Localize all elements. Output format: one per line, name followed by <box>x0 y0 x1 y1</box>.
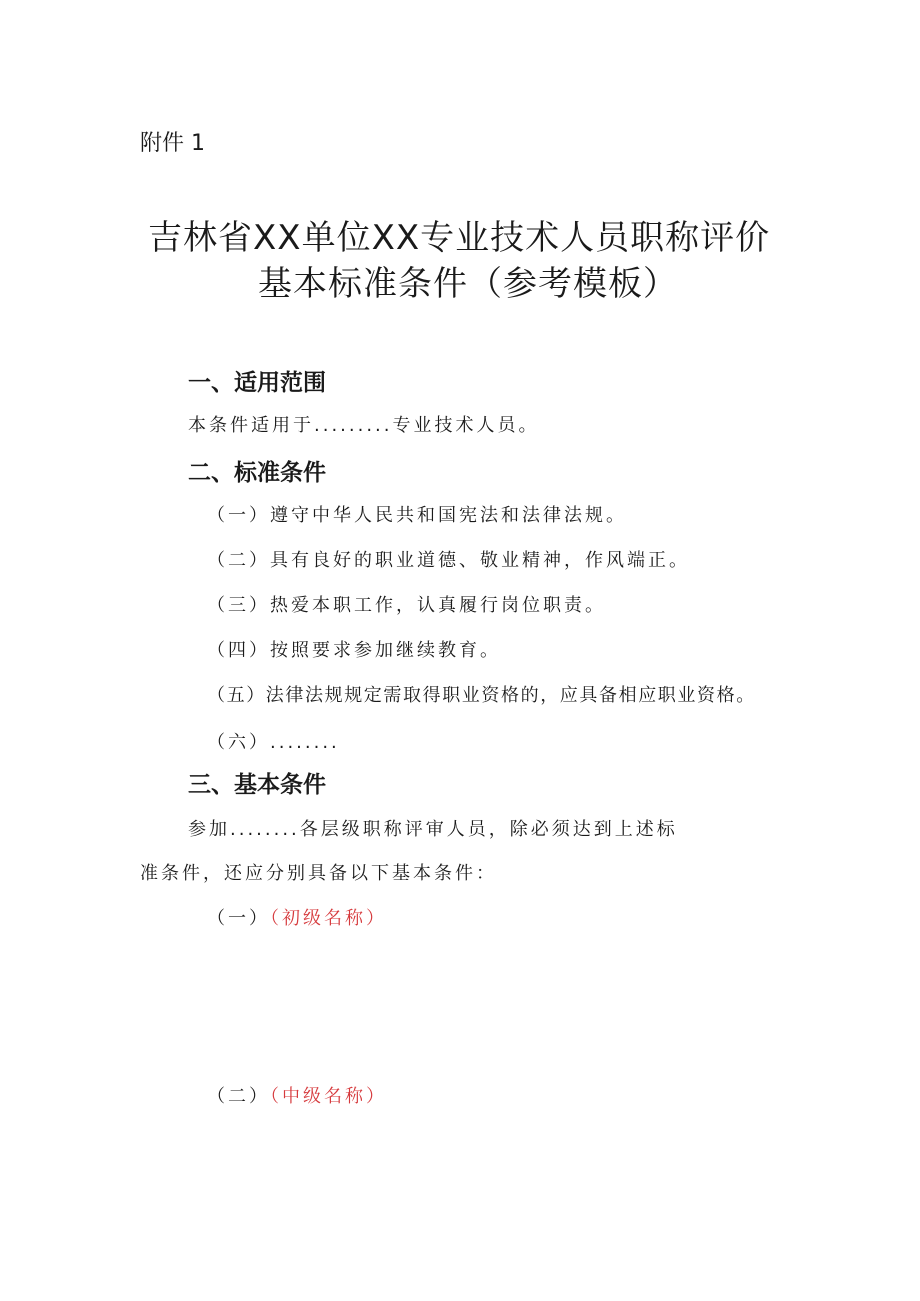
document-title-line-2: 基本标准条件（参考模板） <box>258 264 678 304</box>
section-2-item-5: （五）法律法规规定需取得职业资格的，应具备相应职业资格。 <box>207 685 756 706</box>
subsection-2 <box>207 1082 387 1108</box>
section-3-paragraph-line-2: 准条件，还应分别具备以下基本条件： <box>140 863 497 884</box>
section-1-text: 本条件适用于.........专业技术人员。 <box>188 415 540 436</box>
subsection-2-label: （中级名称） <box>270 1086 387 1107</box>
section-2-heading: 二、标准条件 <box>188 460 326 486</box>
section-1-heading: 一、适用范围 <box>188 370 326 396</box>
subsection-1-label: （初级名称） <box>270 908 387 929</box>
section-2-item-6: （六）........ <box>207 732 340 753</box>
section-3-heading: 三、基本条件 <box>188 772 326 798</box>
attachment-label: 附件 1 <box>140 131 205 156</box>
section-3-paragraph-line-1: 参加........各层级职称评审人员，除必须达到上述标 <box>188 819 678 840</box>
subsection-2-number: （二） <box>207 1086 270 1107</box>
document-title-line-1: 吉林省XX单位XX专业技术人员职称评价 <box>148 218 771 258</box>
section-2-item-3: （三）热爱本职工作，认真履行岗位职责。 <box>207 595 606 616</box>
section-2-item-4: （四）按照要求参加继续教育。 <box>207 640 501 661</box>
subsection-1 <box>207 904 387 930</box>
subsection-1-number: （一） <box>207 908 270 929</box>
section-2-item-1: （一）遵守中华人民共和国宪法和法律法规。 <box>207 505 627 526</box>
section-2-item-2: （二）具有良好的职业道德、敬业精神，作风端正。 <box>207 550 690 571</box>
